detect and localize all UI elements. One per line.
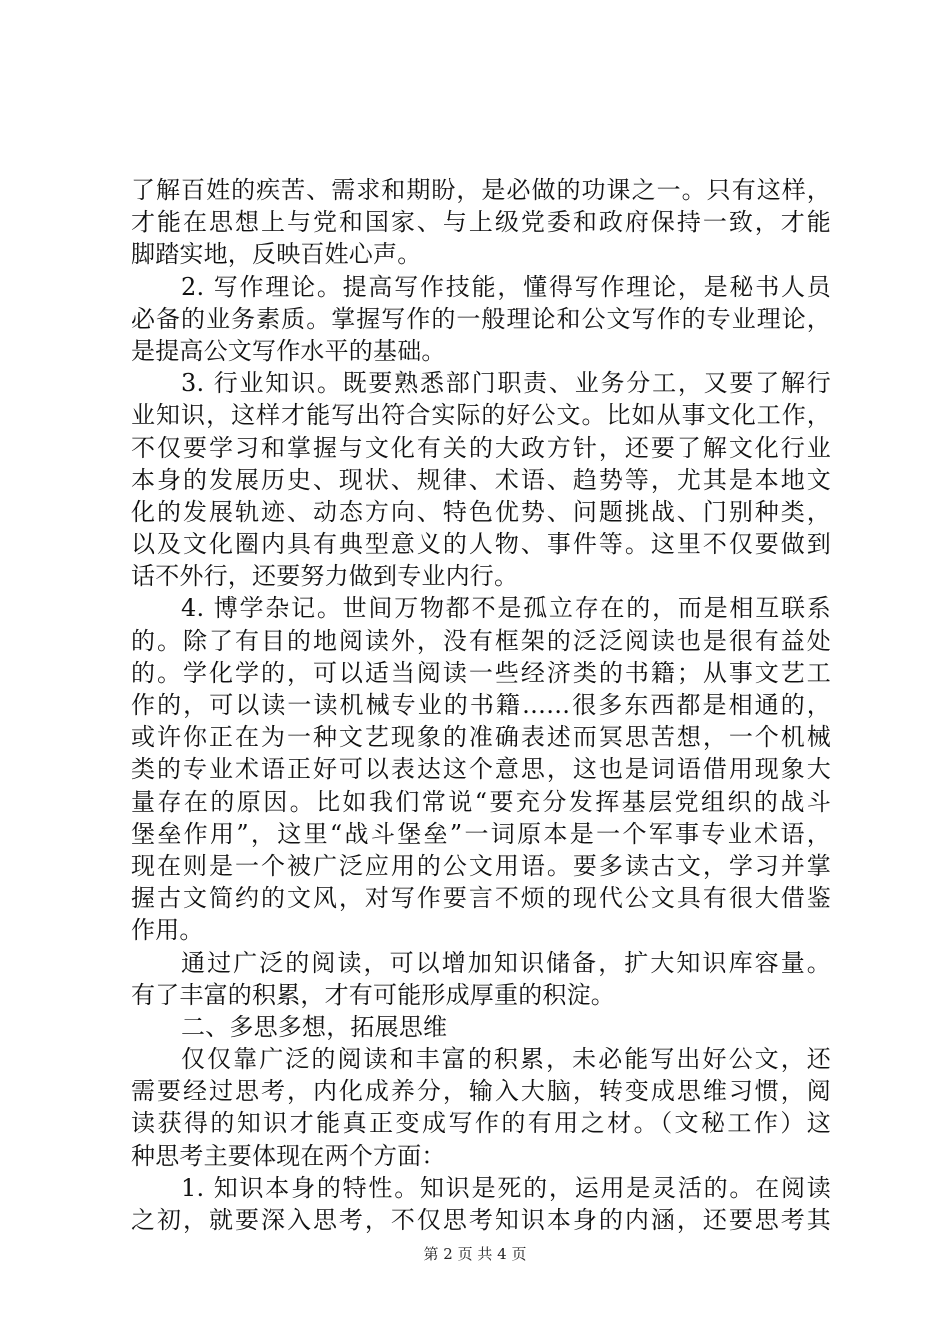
text-line: 量存在的原因。比如我们常说“要充分发挥基层党组织的战斗 <box>131 787 831 816</box>
text-line: 作的，可以读一读机械专业的书籍……很多东西都是相通的， <box>131 691 831 719</box>
text-line: 话不外行，还要努力做到专业内行。 <box>131 562 519 591</box>
text-line: 必备的业务素质。掌握写作的一般理论和公文写作的专业理论， <box>131 304 831 333</box>
text-line: 作用。 <box>131 916 204 945</box>
text-line: 需要经过思考，内化成养分，输入大脑，转变成思维习惯，阅 <box>131 1077 831 1106</box>
text-line: 3. 行业知识。既要熟悉部门职责、业务分工，又要了解行 <box>181 369 831 398</box>
text-line: 化的发展轨迹、动态方向、特色优势、问题挑战、门别种类， <box>131 497 831 526</box>
text-line: 通过广泛的阅读，可以增加知识储备，扩大知识库容量。 <box>181 948 831 977</box>
text-line: 本身的发展历史、现状、规律、术语、趋势等，尤其是本地文 <box>131 465 831 494</box>
text-line: 4. 博学杂记。世间万物都不是孤立存在的，而是相互联系 <box>181 594 831 623</box>
text-line: 握古文简约的文风，对写作要言不烦的现代公文具有很大借鉴 <box>131 884 831 913</box>
text-line: 才能在思想上与党和国家、与上级党委和政府保持一致，才能 <box>131 208 831 237</box>
text-line: 或许你正在为一种文艺现象的准确表述而冥思苦想，一个机械 <box>131 723 831 752</box>
text-line: 的。除了有目的地阅读外，没有框架的泛泛阅读也是很有益处 <box>131 626 831 655</box>
text-line: 脚踏实地，反映百姓心声。 <box>131 240 422 269</box>
text-line: 不仅要学习和掌握与文化有关的大政方针，还要了解文化行业 <box>131 433 831 462</box>
text-line: 种思考主要体现在两个方面： <box>131 1141 446 1170</box>
text-line: 堡垒作用”，这里“战斗堡垒”一词原本是一个军事专业术语， <box>131 819 831 848</box>
text-line: 了解百姓的疾苦、需求和期盼，是必做的功课之一。只有这样， <box>131 176 831 204</box>
text-line: 的。学化学的，可以适当阅读一些经济类的书籍；从事文艺工 <box>131 658 831 687</box>
page-footer <box>0 1244 950 1264</box>
text-line: 读获得的知识才能真正变成写作的有用之材。（文秘工作）这 <box>131 1109 831 1138</box>
text-line: 二、多思多想，拓展思维 <box>181 1012 448 1041</box>
text-line: 类的专业术语正好可以表达这个意思，这也是词语借用现象大 <box>131 755 831 784</box>
page-number-label: 第 2 页 共 4 页 <box>423 1245 527 1263</box>
document-body <box>131 174 831 1236</box>
text-line: 有了丰富的积累，才有可能形成厚重的积淀。 <box>131 980 615 1009</box>
text-line: 2. 写作理论。提高写作技能，懂得写作理论，是秘书人员 <box>181 272 831 301</box>
text-line: 1. 知识本身的特性。知识是死的，运用是灵活的。在阅读 <box>181 1173 831 1202</box>
text-line: 仅仅靠广泛的阅读和丰富的积累，未必能写出好公文，还 <box>181 1045 831 1074</box>
text-line: 是提高公文写作水平的基础。 <box>131 336 446 365</box>
text-line: 现在则是一个被广泛应用的公文用语。要多读古文，学习并掌 <box>131 851 831 880</box>
text-line: 以及文化圈内具有典型意义的人物、事件等。这里不仅要做到 <box>131 530 831 559</box>
text-line: 业知识，这样才能写出符合实际的好公文。比如从事文化工作， <box>131 401 831 430</box>
text-line: 之初，就要深入思考，不仅思考知识本身的内涵，还要思考其 <box>131 1206 831 1234</box>
